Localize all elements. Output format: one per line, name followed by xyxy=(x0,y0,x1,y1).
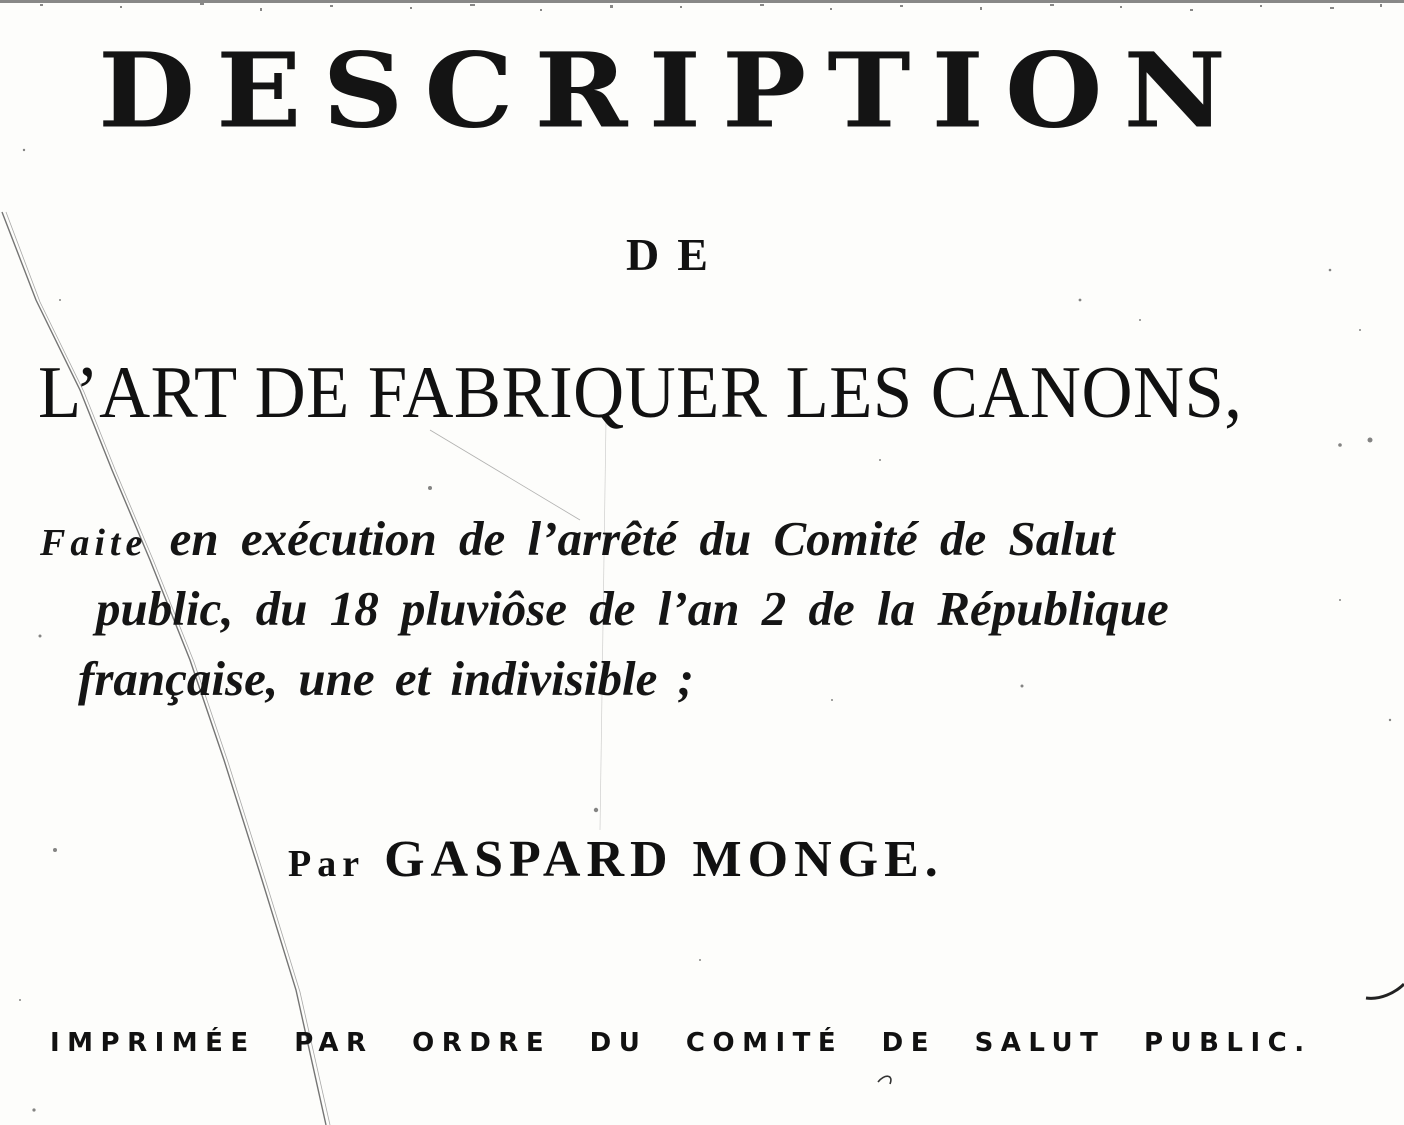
author-line xyxy=(288,831,944,888)
book-subject: L’ART DE FABRIQUER LES CANONS, xyxy=(38,352,1243,434)
commission-line-3: française, une et indivisible ; xyxy=(78,651,694,706)
imprint-line: IMPRIMÉE PAR ORDRE DU COMITÉ DE SALUT PUBLIC. xyxy=(50,1028,1312,1058)
book-title: DESCRIPTION xyxy=(98,30,1247,152)
author-name: GASPARD MONGE. xyxy=(384,831,944,888)
author-prefix: Par xyxy=(288,843,366,885)
title-connector: DE xyxy=(626,229,726,280)
commission-line-1-text: en exécution de l’arrêté du Comité de Salut xyxy=(169,511,1115,566)
commission-line-1 xyxy=(40,511,1115,566)
commission-lead-word: Faite xyxy=(40,522,148,564)
commission-line-2: public, du 18 pluviôse de l’an 2 de la République xyxy=(96,581,1169,636)
